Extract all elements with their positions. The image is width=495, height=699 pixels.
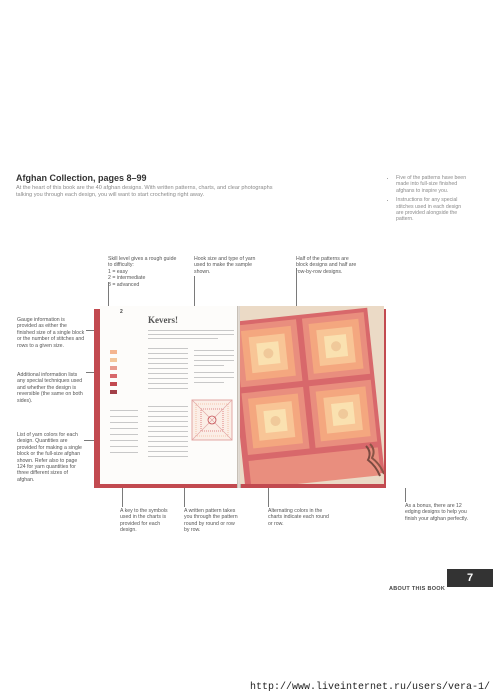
yarn-swatch bbox=[110, 390, 117, 394]
text-line bbox=[148, 334, 234, 335]
skill-level-item: 2 = intermediate bbox=[108, 275, 146, 282]
book-spread bbox=[94, 306, 386, 488]
text-line bbox=[110, 422, 138, 423]
text-line bbox=[148, 451, 188, 452]
leader-line bbox=[405, 488, 406, 502]
text-line bbox=[148, 363, 188, 364]
side-note: • Five of the patterns have been made into full-size finished afghans to inspire you. bbox=[396, 175, 469, 194]
text-line bbox=[110, 410, 138, 411]
text-line bbox=[194, 365, 224, 366]
yarn-swatch bbox=[110, 382, 117, 386]
callout-key: A key to the symbols used in the charts is provided for each design. bbox=[120, 508, 168, 534]
granny-square-block bbox=[240, 319, 302, 387]
footer-label: ABOUT THIS BOOK bbox=[389, 586, 446, 592]
callout-half-patterns: Half of the patterns are block designs and half are row-by-row designs. bbox=[296, 256, 357, 275]
callout-additional-info: Additional information lists any special techniques used and whether the design is reversible (the same on both sides). bbox=[17, 372, 83, 404]
text-line bbox=[148, 330, 234, 331]
text-line bbox=[110, 428, 138, 429]
text-line bbox=[148, 421, 188, 422]
text-line bbox=[194, 350, 234, 351]
yarn-swatch bbox=[110, 374, 117, 378]
text-line bbox=[148, 353, 188, 354]
callout-skill-level bbox=[108, 256, 178, 288]
page-number: 7 bbox=[447, 569, 493, 587]
granny-square-block bbox=[302, 312, 370, 380]
callout-gauge: Gauge information is provided as either the finished size of a single block or the number of stitches and rows to a given size. bbox=[17, 317, 85, 349]
skill-level-item: 3 = advanced bbox=[108, 281, 140, 288]
text-line bbox=[148, 348, 188, 349]
side-notes bbox=[389, 175, 469, 226]
spread-title: Kevers! bbox=[148, 315, 178, 325]
callout-written-pattern: A written pattern takes you through the pattern round by round or row by row. bbox=[184, 508, 238, 534]
skill-number: 2 bbox=[120, 309, 123, 315]
text-line bbox=[148, 383, 188, 384]
text-line bbox=[148, 456, 188, 457]
yarn-swatch bbox=[110, 358, 117, 362]
granny-square-block bbox=[309, 380, 377, 448]
book-right-page bbox=[240, 306, 384, 484]
text-line bbox=[148, 441, 188, 442]
side-note: • Instructions for any special stitches used in each design are provided alongside the pattern. bbox=[396, 197, 469, 223]
text-line bbox=[148, 378, 188, 379]
crochet-chart bbox=[188, 396, 236, 466]
text-line bbox=[148, 436, 188, 437]
text-line bbox=[194, 377, 234, 378]
watermark-url[interactable]: http://www.liveinternet.ru/users/vera-1/ bbox=[250, 682, 491, 693]
leader-line bbox=[296, 268, 297, 308]
yarn-swatch bbox=[110, 350, 117, 354]
granny-square-block bbox=[241, 387, 309, 455]
section-intro: At the heart of this book are the 40 afghan designs. With written patterns, charts, and clear photographs talking you through each design, you will want to start crocheting right away. bbox=[16, 185, 273, 198]
skill-level-item: 1 = easy bbox=[108, 268, 128, 275]
text-line bbox=[110, 440, 138, 441]
text-line bbox=[148, 416, 188, 417]
text-line bbox=[110, 416, 138, 417]
yarn-swatch bbox=[110, 366, 117, 370]
text-line bbox=[148, 406, 188, 407]
text-line bbox=[148, 388, 188, 389]
text-line bbox=[194, 355, 234, 356]
text-line bbox=[194, 382, 224, 383]
text-line bbox=[148, 426, 188, 427]
book-left-page bbox=[100, 306, 238, 484]
text-line bbox=[148, 431, 188, 432]
text-line bbox=[194, 360, 234, 361]
text-line bbox=[110, 452, 138, 453]
text-line bbox=[194, 372, 234, 373]
callout-text: Skill level gives a rough guide to difficulty: bbox=[108, 256, 177, 269]
callout-bonus: As a bonus, there are 12 edging designs to help you finish your afghan perfectly. bbox=[405, 503, 469, 522]
text-line bbox=[148, 373, 188, 374]
text-line bbox=[148, 411, 188, 412]
callout-alternating: Alternating colors in the charts indicate each round or row. bbox=[268, 508, 329, 527]
afghan-photo bbox=[240, 306, 384, 484]
callout-yarn-colors: List of yarn colors for each design. Quantities are provided for making a single block or the full-size afghan shown. Refer also to page 124 for yarn quantities for three different sizes of afghan. bbox=[17, 432, 82, 483]
text-line bbox=[148, 446, 188, 447]
section-heading: Afghan Collection, pages 8–99 bbox=[16, 173, 147, 183]
text-line bbox=[148, 338, 218, 339]
text-line bbox=[110, 434, 138, 435]
text-line bbox=[148, 368, 188, 369]
text-line bbox=[110, 446, 138, 447]
text-line bbox=[148, 358, 188, 359]
callout-hook-size: Hook size and type of yarn used to make the sample shown. bbox=[194, 256, 256, 275]
